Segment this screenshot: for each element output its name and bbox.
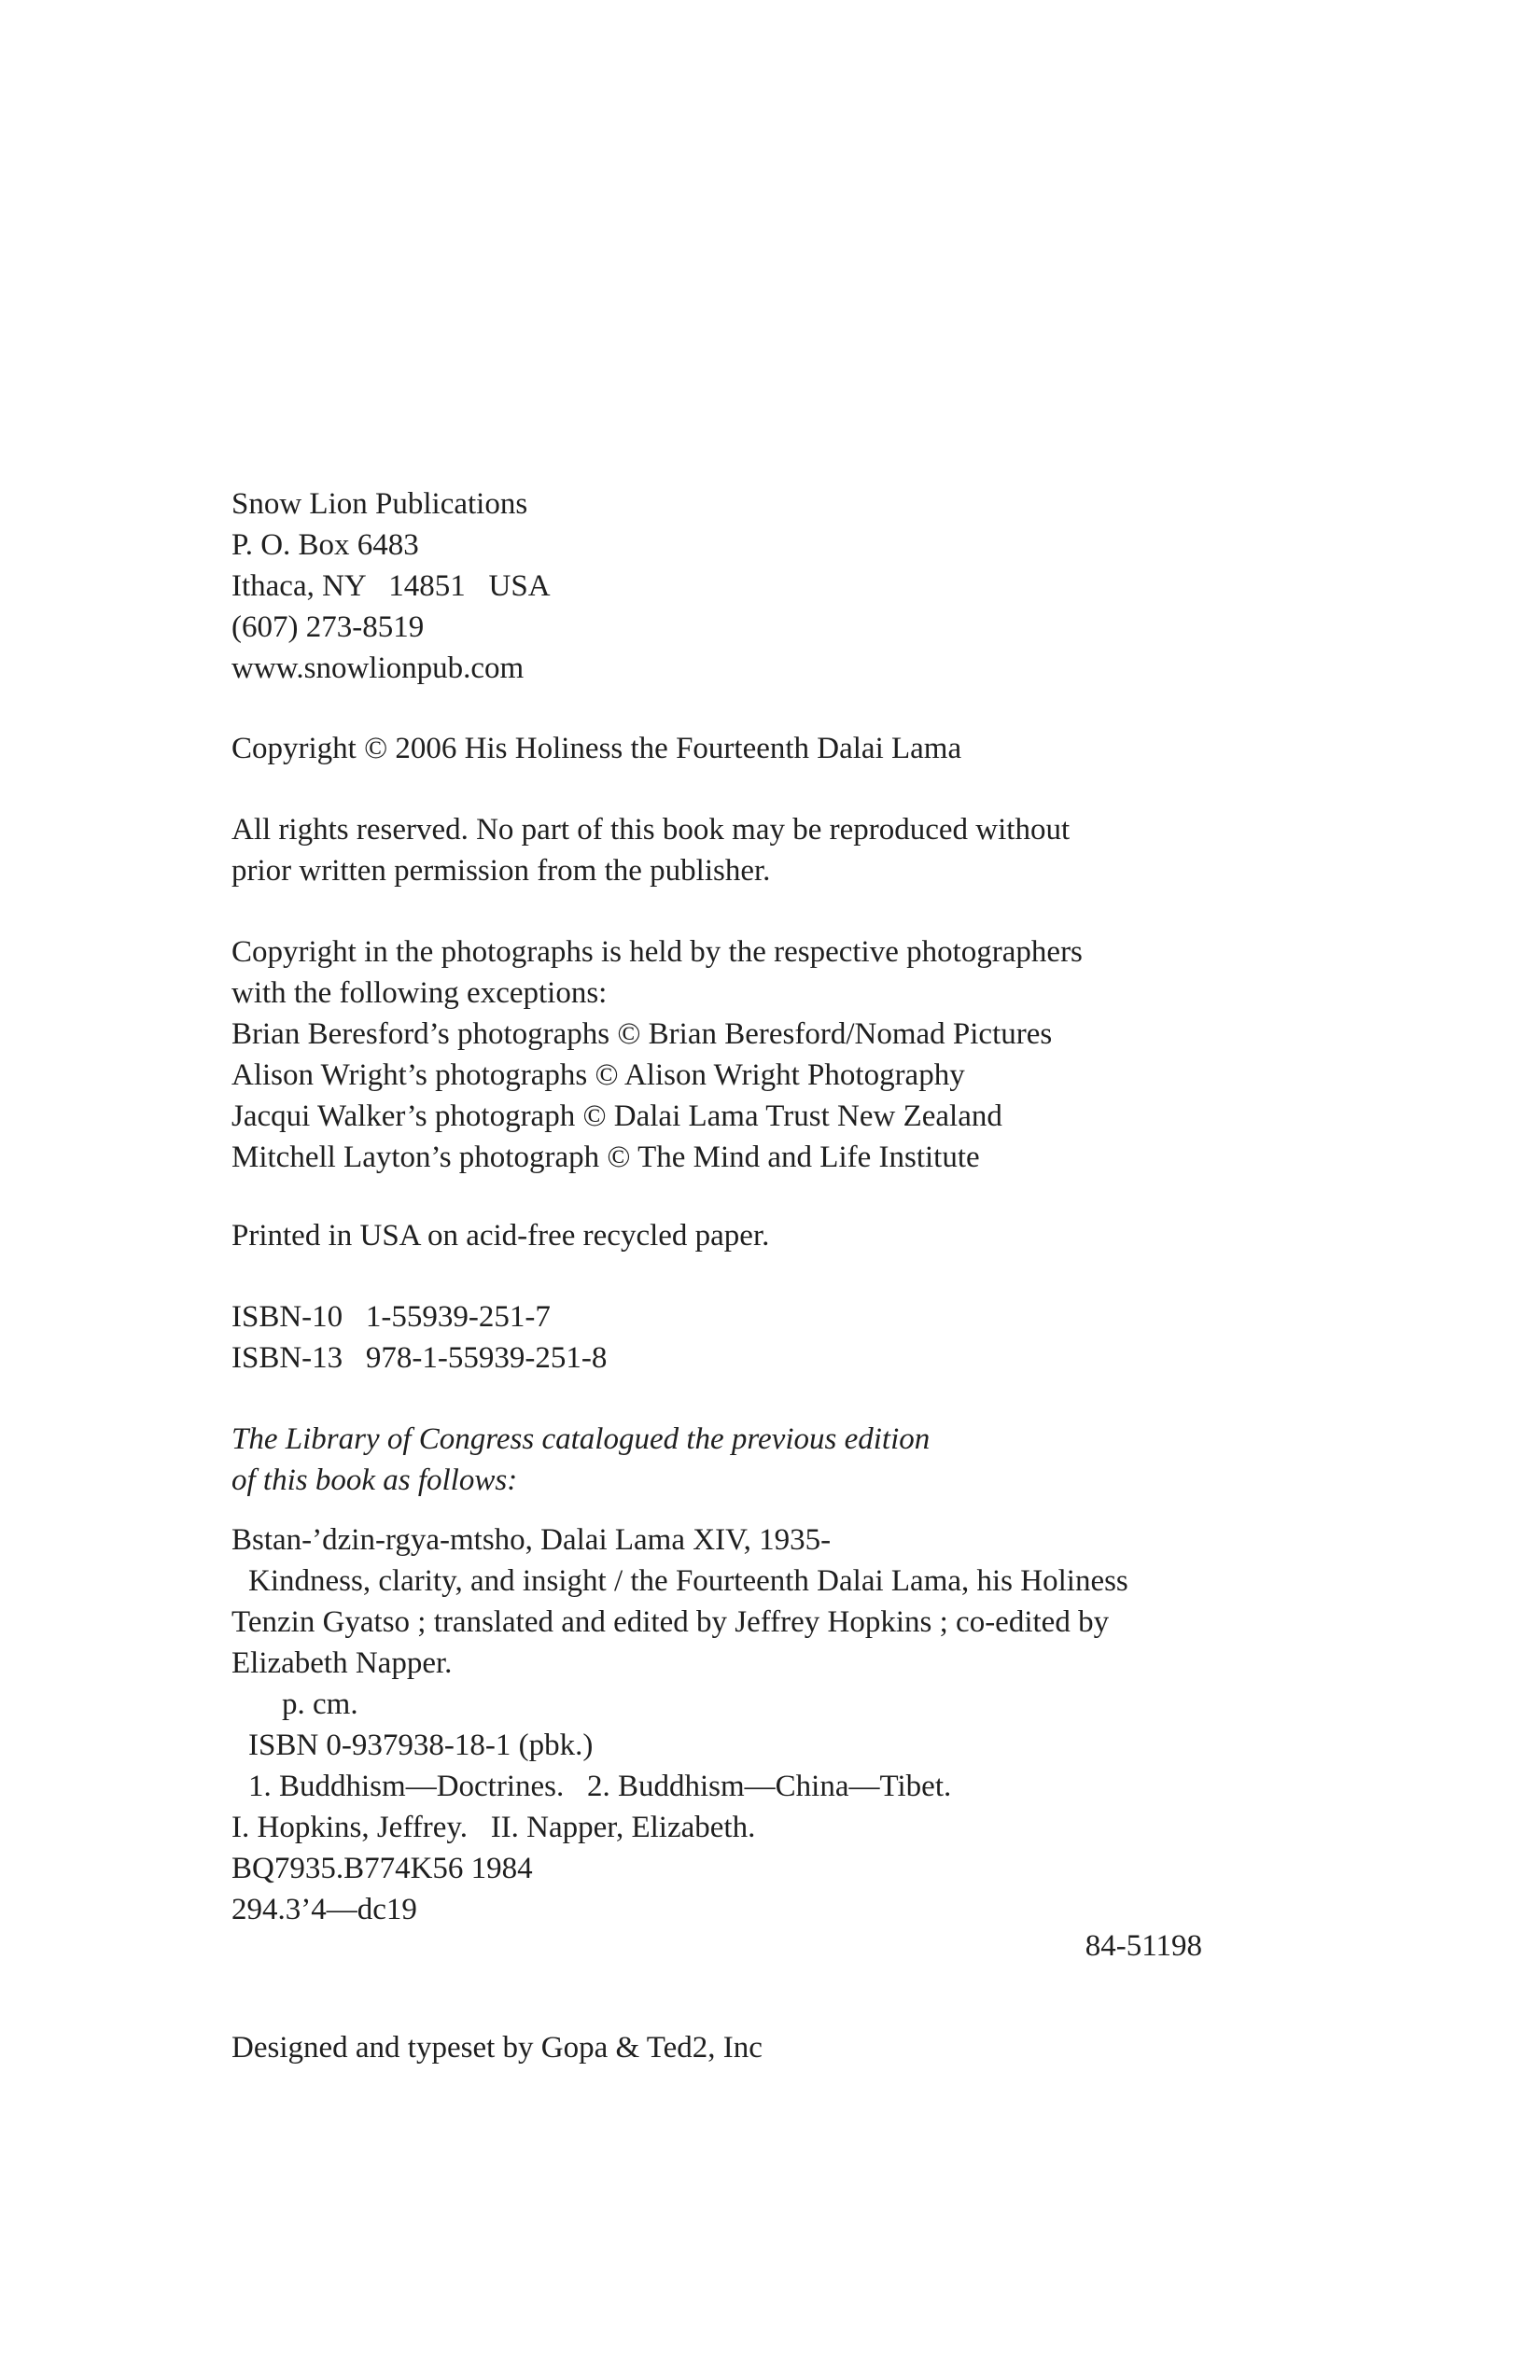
isbn-block — [231, 1296, 1221, 1379]
cip-title: Kindness, clarity, and insight / the Fourteenth Dalai Lama, his Holiness — [248, 1564, 1128, 1598]
photo-credit-line: Copyright in the photographs is held by the respective photographers — [231, 935, 1083, 969]
printed-line: Printed in USA on acid-free recycled paper. — [231, 1219, 770, 1253]
publisher-po-box: P. O. Box 6483 — [231, 528, 419, 562]
loc-note-line: of this book as follows: — [231, 1463, 518, 1497]
publisher-name: Snow Lion Publications — [231, 487, 528, 521]
photo-credit-line: Brian Beresford’s photographs © Brian Beresford/Nomad Pictures — [231, 1017, 1053, 1051]
cip-isbn: ISBN 0-937938-18-1 (pbk.) — [248, 1729, 594, 1762]
cip-title-cont: Elizabeth Napper. — [231, 1646, 453, 1680]
cip-lc-class: BQ7935.B774K56 1984 — [231, 1852, 533, 1885]
design-credit-line: Designed and typeset by Gopa & Ted2, Inc — [231, 2031, 763, 2065]
cip-author: Bstan-’dzin-rgya-mtsho, Dalai Lama XIV, 1935- — [231, 1523, 832, 1557]
rights-statement — [231, 809, 1221, 891]
isbn-13: ISBN-13 978-1-55939-251-8 — [231, 1341, 608, 1375]
loc-note-line: The Library of Congress catalogued the previous edition — [231, 1422, 931, 1456]
photo-credit-line: with the following exceptions: — [231, 976, 608, 1010]
photo-credits — [231, 931, 1221, 1178]
publisher-website: www.snowlionpub.com — [231, 651, 525, 685]
copyright-line: Copyright © 2006 His Holiness the Fourteenth Dalai Lama — [231, 732, 962, 765]
cip-physical: p. cm. — [282, 1687, 358, 1721]
library-of-congress-note — [231, 1419, 1221, 1501]
publisher-city: Ithaca, NY 14851 USA — [231, 569, 551, 603]
cataloging-record — [231, 1519, 1221, 1930]
cip-dewey: 294.3’4—dc19 — [231, 1893, 417, 1926]
cip-control-number: 84-51198 — [1085, 1929, 1202, 1963]
photo-credit-line: Jacqui Walker’s photograph © Dalai Lama Trust New Zealand — [231, 1099, 1002, 1133]
isbn-10: ISBN-10 1-55939-251-7 — [231, 1300, 551, 1334]
photo-credit-line: Mitchell Layton’s photograph © The Mind and Life Institute — [231, 1141, 980, 1174]
copyright-notice — [231, 728, 1221, 769]
publisher-address — [231, 483, 1221, 689]
publisher-phone: (607) 273-8519 — [231, 610, 425, 644]
cip-added-entries: I. Hopkins, Jeffrey. II. Napper, Elizabeth. — [231, 1811, 756, 1844]
design-credit — [231, 2027, 1221, 2068]
printed-note — [231, 1215, 1221, 1256]
photo-credit-line: Alison Wright’s photographs © Alison Wright Photography — [231, 1058, 965, 1092]
cip-subjects: 1. Buddhism—Doctrines. 2. Buddhism—China—Tibet. — [248, 1770, 952, 1803]
cip-title-cont: Tenzin Gyatso ; translated and edited by Jeffrey Hopkins ; co-edited by — [231, 1605, 1110, 1639]
rights-line: All rights reserved. No part of this book may be reproduced without — [231, 813, 1071, 847]
rights-line: prior written permission from the publisher. — [231, 854, 771, 888]
